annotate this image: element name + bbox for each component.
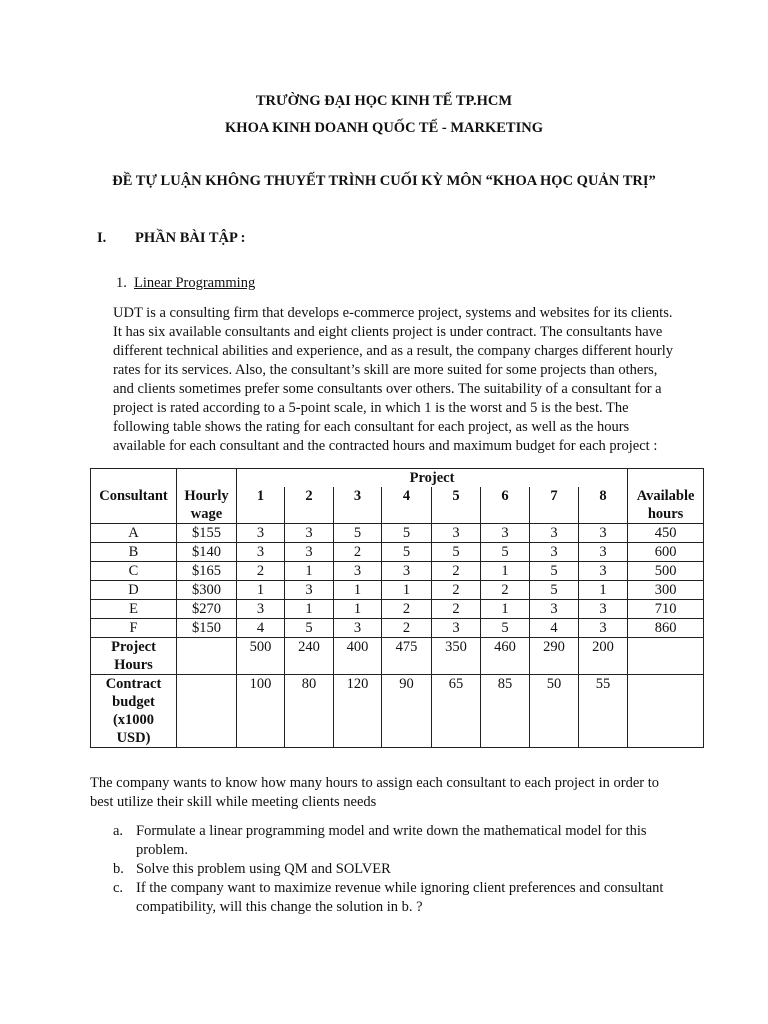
- rating: 3: [285, 543, 334, 562]
- available-hours: 450: [628, 524, 704, 543]
- project-number: 4: [382, 487, 432, 524]
- rating: 3: [334, 562, 382, 581]
- available-header: [628, 487, 704, 524]
- project-number: 8: [579, 487, 628, 524]
- rating: 3: [285, 581, 334, 600]
- rating: 3: [530, 524, 579, 543]
- rating: 5: [285, 619, 334, 638]
- wage-header-line: Hourly: [184, 488, 229, 504]
- hourly-wage: $300: [177, 581, 237, 600]
- rating: 3: [579, 524, 628, 543]
- rating: 1: [579, 581, 628, 600]
- available-hours: 300: [628, 581, 704, 600]
- contract-budget: 55: [579, 675, 628, 748]
- rating: 2: [382, 619, 432, 638]
- available-hours: 710: [628, 600, 704, 619]
- rating: 4: [530, 619, 579, 638]
- hourly-wage: $150: [177, 619, 237, 638]
- subsection-title: Linear Programming: [134, 275, 256, 291]
- contract-budget: 80: [285, 675, 334, 748]
- table-row: [91, 600, 704, 619]
- contract-budget: 65: [432, 675, 481, 748]
- problem-paragraph: [113, 304, 703, 456]
- label-line: Project: [111, 639, 156, 655]
- table-header-row-1: [91, 469, 704, 488]
- rating: 1: [481, 600, 530, 619]
- item-line: compatibility, will this change the solution in b. ?: [136, 899, 423, 915]
- project-hours: 500: [237, 638, 285, 675]
- rating: 3: [334, 619, 382, 638]
- contract-budget: 120: [334, 675, 382, 748]
- paragraph-line: UDT is a consulting firm that develops e-commerce project, systems and websites for its clients.: [113, 305, 673, 321]
- rating: 5: [334, 524, 382, 543]
- rating: 5: [481, 619, 530, 638]
- rating: 5: [530, 562, 579, 581]
- paragraph-line: project is rated according to a 5-point scale, in which 1 is the worst and 5 is the best. The: [113, 400, 629, 416]
- rating: 3: [432, 524, 481, 543]
- table-row: [91, 581, 704, 600]
- section-number: I.: [97, 230, 107, 246]
- project-number: 5: [432, 487, 481, 524]
- exam-title: ĐỀ TỰ LUẬN KHÔNG THUYẾT TRÌNH CUỐI KỲ MÔN “KHOA HỌC QUẢN TRỊ”: [112, 173, 656, 189]
- rating: 1: [382, 581, 432, 600]
- contract-budget: 50: [530, 675, 579, 748]
- rating: 3: [382, 562, 432, 581]
- label-line: Contract: [105, 676, 162, 692]
- list-item: [113, 822, 713, 860]
- header-line-2: KHOA KINH DOANH QUỐC TẾ - MARKETING: [225, 120, 543, 136]
- consultant-name: C: [91, 562, 177, 581]
- paragraph-line: different technical abilities and experience, and as a result, the company charges different hourly: [113, 343, 674, 359]
- contract-budget: 90: [382, 675, 432, 748]
- rating: 2: [382, 600, 432, 619]
- rating: 5: [382, 524, 432, 543]
- item-line: If the company want to maximize revenue while ignoring client preferences and consultant: [136, 880, 664, 896]
- project-hours: 350: [432, 638, 481, 675]
- consultant-header: Consultant: [91, 487, 177, 524]
- label-line: USD): [116, 730, 151, 746]
- paragraph-line: and clients sometimes prefer some consultants over others. The suitability of a consultant for a: [113, 381, 662, 397]
- paragraph-line: It has six available consultants and eight clients project is under contract. The consultants have: [113, 324, 663, 340]
- project-number: 6: [481, 487, 530, 524]
- table-cell: [177, 675, 237, 748]
- contract-budget: 85: [481, 675, 530, 748]
- hourly-wage: $155: [177, 524, 237, 543]
- rating: 3: [432, 619, 481, 638]
- table-cell: [177, 469, 237, 488]
- section-title: PHẦN BÀI TẬP :: [135, 230, 246, 246]
- consultant-name: B: [91, 543, 177, 562]
- project-number: 7: [530, 487, 579, 524]
- consultant-rating-table: [90, 468, 704, 748]
- project-header: Project: [237, 469, 628, 488]
- question-line: best utilize their skill while meeting clients needs: [90, 794, 377, 810]
- contract-budget: 100: [237, 675, 285, 748]
- project-hours: 200: [579, 638, 628, 675]
- wage-header: [177, 487, 237, 524]
- table-cell: [628, 469, 704, 488]
- rating: 1: [237, 581, 285, 600]
- label-line: (x1000: [112, 712, 155, 728]
- rating: 3: [579, 543, 628, 562]
- rating: 1: [481, 562, 530, 581]
- rating: 3: [237, 600, 285, 619]
- table-cell: [177, 638, 237, 675]
- task-list: [113, 822, 713, 917]
- available-header-line: Available: [636, 488, 695, 504]
- item-line: Solve this problem using QM and SOLVER: [136, 861, 391, 877]
- paragraph-line: following table shows the rating for each consultant for each project, as well as the hours: [113, 419, 630, 435]
- rating: 2: [432, 600, 481, 619]
- label-line: budget: [112, 694, 155, 710]
- rating: 3: [237, 524, 285, 543]
- project-number: 1: [237, 487, 285, 524]
- rating: 3: [579, 562, 628, 581]
- label-line: Hours: [114, 657, 153, 673]
- project-hours: 460: [481, 638, 530, 675]
- rating: 3: [530, 543, 579, 562]
- rating: 3: [285, 524, 334, 543]
- consultant-name: F: [91, 619, 177, 638]
- hourly-wage: $270: [177, 600, 237, 619]
- paragraph-line: available for each consultant and the contracted hours and maximum budget for each project :: [113, 438, 658, 454]
- available-hours: 600: [628, 543, 704, 562]
- rating: 5: [432, 543, 481, 562]
- item-line: problem.: [136, 842, 188, 858]
- table-row: [91, 524, 704, 543]
- table-row: [91, 562, 704, 581]
- rating: 2: [432, 562, 481, 581]
- rating: 1: [334, 600, 382, 619]
- consultant-name: E: [91, 600, 177, 619]
- rating: 5: [481, 543, 530, 562]
- project-hours: 475: [382, 638, 432, 675]
- rating: 2: [432, 581, 481, 600]
- rating: 3: [579, 600, 628, 619]
- rating: 1: [334, 581, 382, 600]
- available-header-line: hours: [647, 506, 684, 522]
- table-header-row-2: [91, 487, 704, 524]
- paragraph-line: rates for its services. Also, the consultant’s skill are more suited for some projects than others,: [113, 362, 658, 378]
- item-letter: a.: [113, 823, 124, 839]
- item-line: Formulate a linear programming model and write down the mathematical model for this: [136, 823, 647, 839]
- list-item: [113, 860, 713, 879]
- rating: 2: [334, 543, 382, 562]
- rating: 1: [285, 562, 334, 581]
- table-cell: [91, 469, 177, 488]
- project-number: 2: [285, 487, 334, 524]
- project-hours: 290: [530, 638, 579, 675]
- question-paragraph: [90, 774, 710, 812]
- item-letter: b.: [113, 861, 124, 877]
- table-row: [91, 543, 704, 562]
- rating: 3: [579, 619, 628, 638]
- rating: 3: [481, 524, 530, 543]
- consultant-name: D: [91, 581, 177, 600]
- contract-budget-row: [91, 675, 704, 748]
- project-hours-label: [91, 638, 177, 675]
- project-hours-row: [91, 638, 704, 675]
- project-number: 3: [334, 487, 382, 524]
- rating: 2: [237, 562, 285, 581]
- section-heading: [97, 230, 246, 247]
- table-cell: [628, 638, 704, 675]
- rating: 3: [237, 543, 285, 562]
- available-hours: 860: [628, 619, 704, 638]
- hourly-wage: $140: [177, 543, 237, 562]
- header-line-1: TRƯỜNG ĐẠI HỌC KINH TẾ TP.HCM: [255, 93, 513, 109]
- question-line: The company wants to know how many hours to assign each consultant to each project in order to: [90, 775, 659, 791]
- item-letter: c.: [113, 880, 124, 896]
- consultant-name: A: [91, 524, 177, 543]
- subsection-number: 1.: [116, 275, 127, 291]
- table-row: [91, 619, 704, 638]
- project-hours: 240: [285, 638, 334, 675]
- rating: 5: [530, 581, 579, 600]
- table-cell: [628, 675, 704, 748]
- list-item: [113, 879, 713, 917]
- rating: 5: [382, 543, 432, 562]
- available-hours: 500: [628, 562, 704, 581]
- subsection-heading: [116, 275, 255, 292]
- rating: 3: [530, 600, 579, 619]
- wage-header-line: wage: [190, 506, 223, 522]
- hourly-wage: $165: [177, 562, 237, 581]
- project-hours: 400: [334, 638, 382, 675]
- rating: 2: [481, 581, 530, 600]
- rating: 1: [285, 600, 334, 619]
- rating: 4: [237, 619, 285, 638]
- contract-budget-label: [91, 675, 177, 748]
